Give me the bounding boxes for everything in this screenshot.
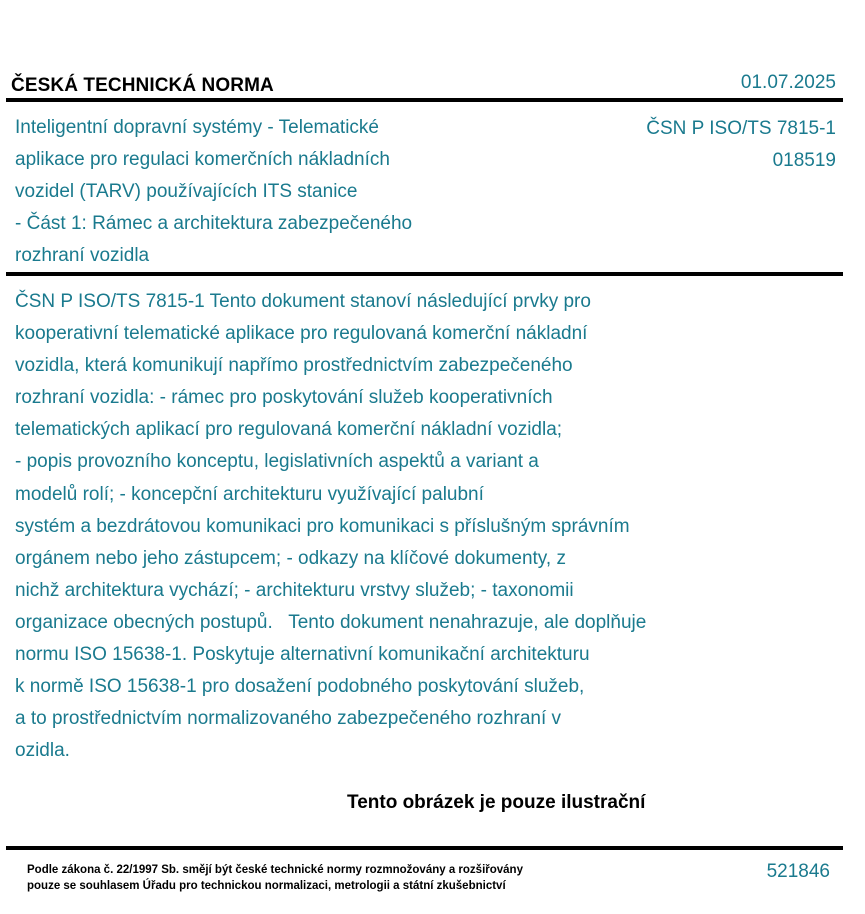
standard-title-line: vozidel (TARV) používajících ITS stanice — [15, 181, 358, 202]
illustration-note: Tento obrázek je pouze ilustrační — [347, 792, 646, 813]
standard-title-line: - Část 1: Rámec a architektura zabezpečeného — [15, 213, 413, 234]
document-number: 521846 — [766, 861, 830, 882]
abstract-line: ozidla. — [15, 740, 70, 762]
standard-title-line: rozhraní vozidla — [15, 245, 150, 266]
abstract-line: orgánem nebo jeho zástupcem; - odkazy na klíčové dokumenty, z — [15, 547, 566, 569]
standard-title-line: Inteligentní dopravní systémy - Telematické — [15, 117, 379, 138]
abstract-line: a to prostřednictvím normalizovaného zabezpečeného rozhraní v — [15, 708, 562, 730]
header-divider — [6, 98, 843, 102]
publication-date: 01.07.2025 — [740, 72, 836, 93]
classification-number: 018519 — [772, 150, 836, 171]
title-divider — [6, 272, 843, 276]
legal-notice-line: pouze se souhlasem Úřadu pro technickou normalizaci, metrologii a státní zkušebnictví — [27, 880, 506, 892]
abstract-line: - popis provozního konceptu, legislativních aspektů a variant a — [15, 451, 539, 473]
abstract-line: nichž architektura vychází; - architekturu vrstvy služeb; - taxonomii — [15, 579, 574, 601]
abstract-line: kooperativní telematické aplikace pro regulovaná komerční nákladní — [15, 323, 588, 345]
standard-title-line: aplikace pro regulaci komerčních nákladních — [15, 149, 390, 170]
abstract-line: rozhraní vozidla: - rámec pro poskytování služeb kooperativních — [15, 387, 553, 409]
abstract-line: k normě ISO 15638-1 pro dosažení podobného poskytování služeb, — [15, 676, 585, 698]
abstract-line: modelů rolí; - koncepční architekturu využívající palubní — [15, 483, 484, 505]
abstract-line: organizace obecných postupů. Tento dokument nenahrazuje, ale doplňuje — [15, 611, 647, 633]
abstract-line: vozidla, která komunikují napřímo prostřednictvím zabezpečeného — [15, 355, 573, 377]
legal-notice-line: Podle zákona č. 22/1997 Sb. smějí být české technické normy rozmnožovány a rozšiřovány — [27, 864, 523, 876]
abstract-line: normu ISO 15638-1. Poskytuje alternativní komunikační architekturu — [15, 644, 590, 666]
page-header-title: ČESKÁ TECHNICKÁ NORMA — [11, 75, 274, 96]
abstract-line: ČSN P ISO/TS 7815-1 Tento dokument stanoví následující prvky pro — [15, 291, 591, 312]
abstract-text — [15, 286, 755, 767]
legal-notice — [27, 862, 523, 894]
abstract-line: systém a bezdrátovou komunikaci pro komunikaci s příslušným správním — [15, 515, 630, 537]
abstract-line: telematických aplikací pro regulovaná komerční nákladní vozidla; — [15, 419, 563, 441]
footer-divider — [6, 846, 843, 850]
standard-designation: ČSN P ISO/TS 7815-1 — [646, 118, 836, 139]
